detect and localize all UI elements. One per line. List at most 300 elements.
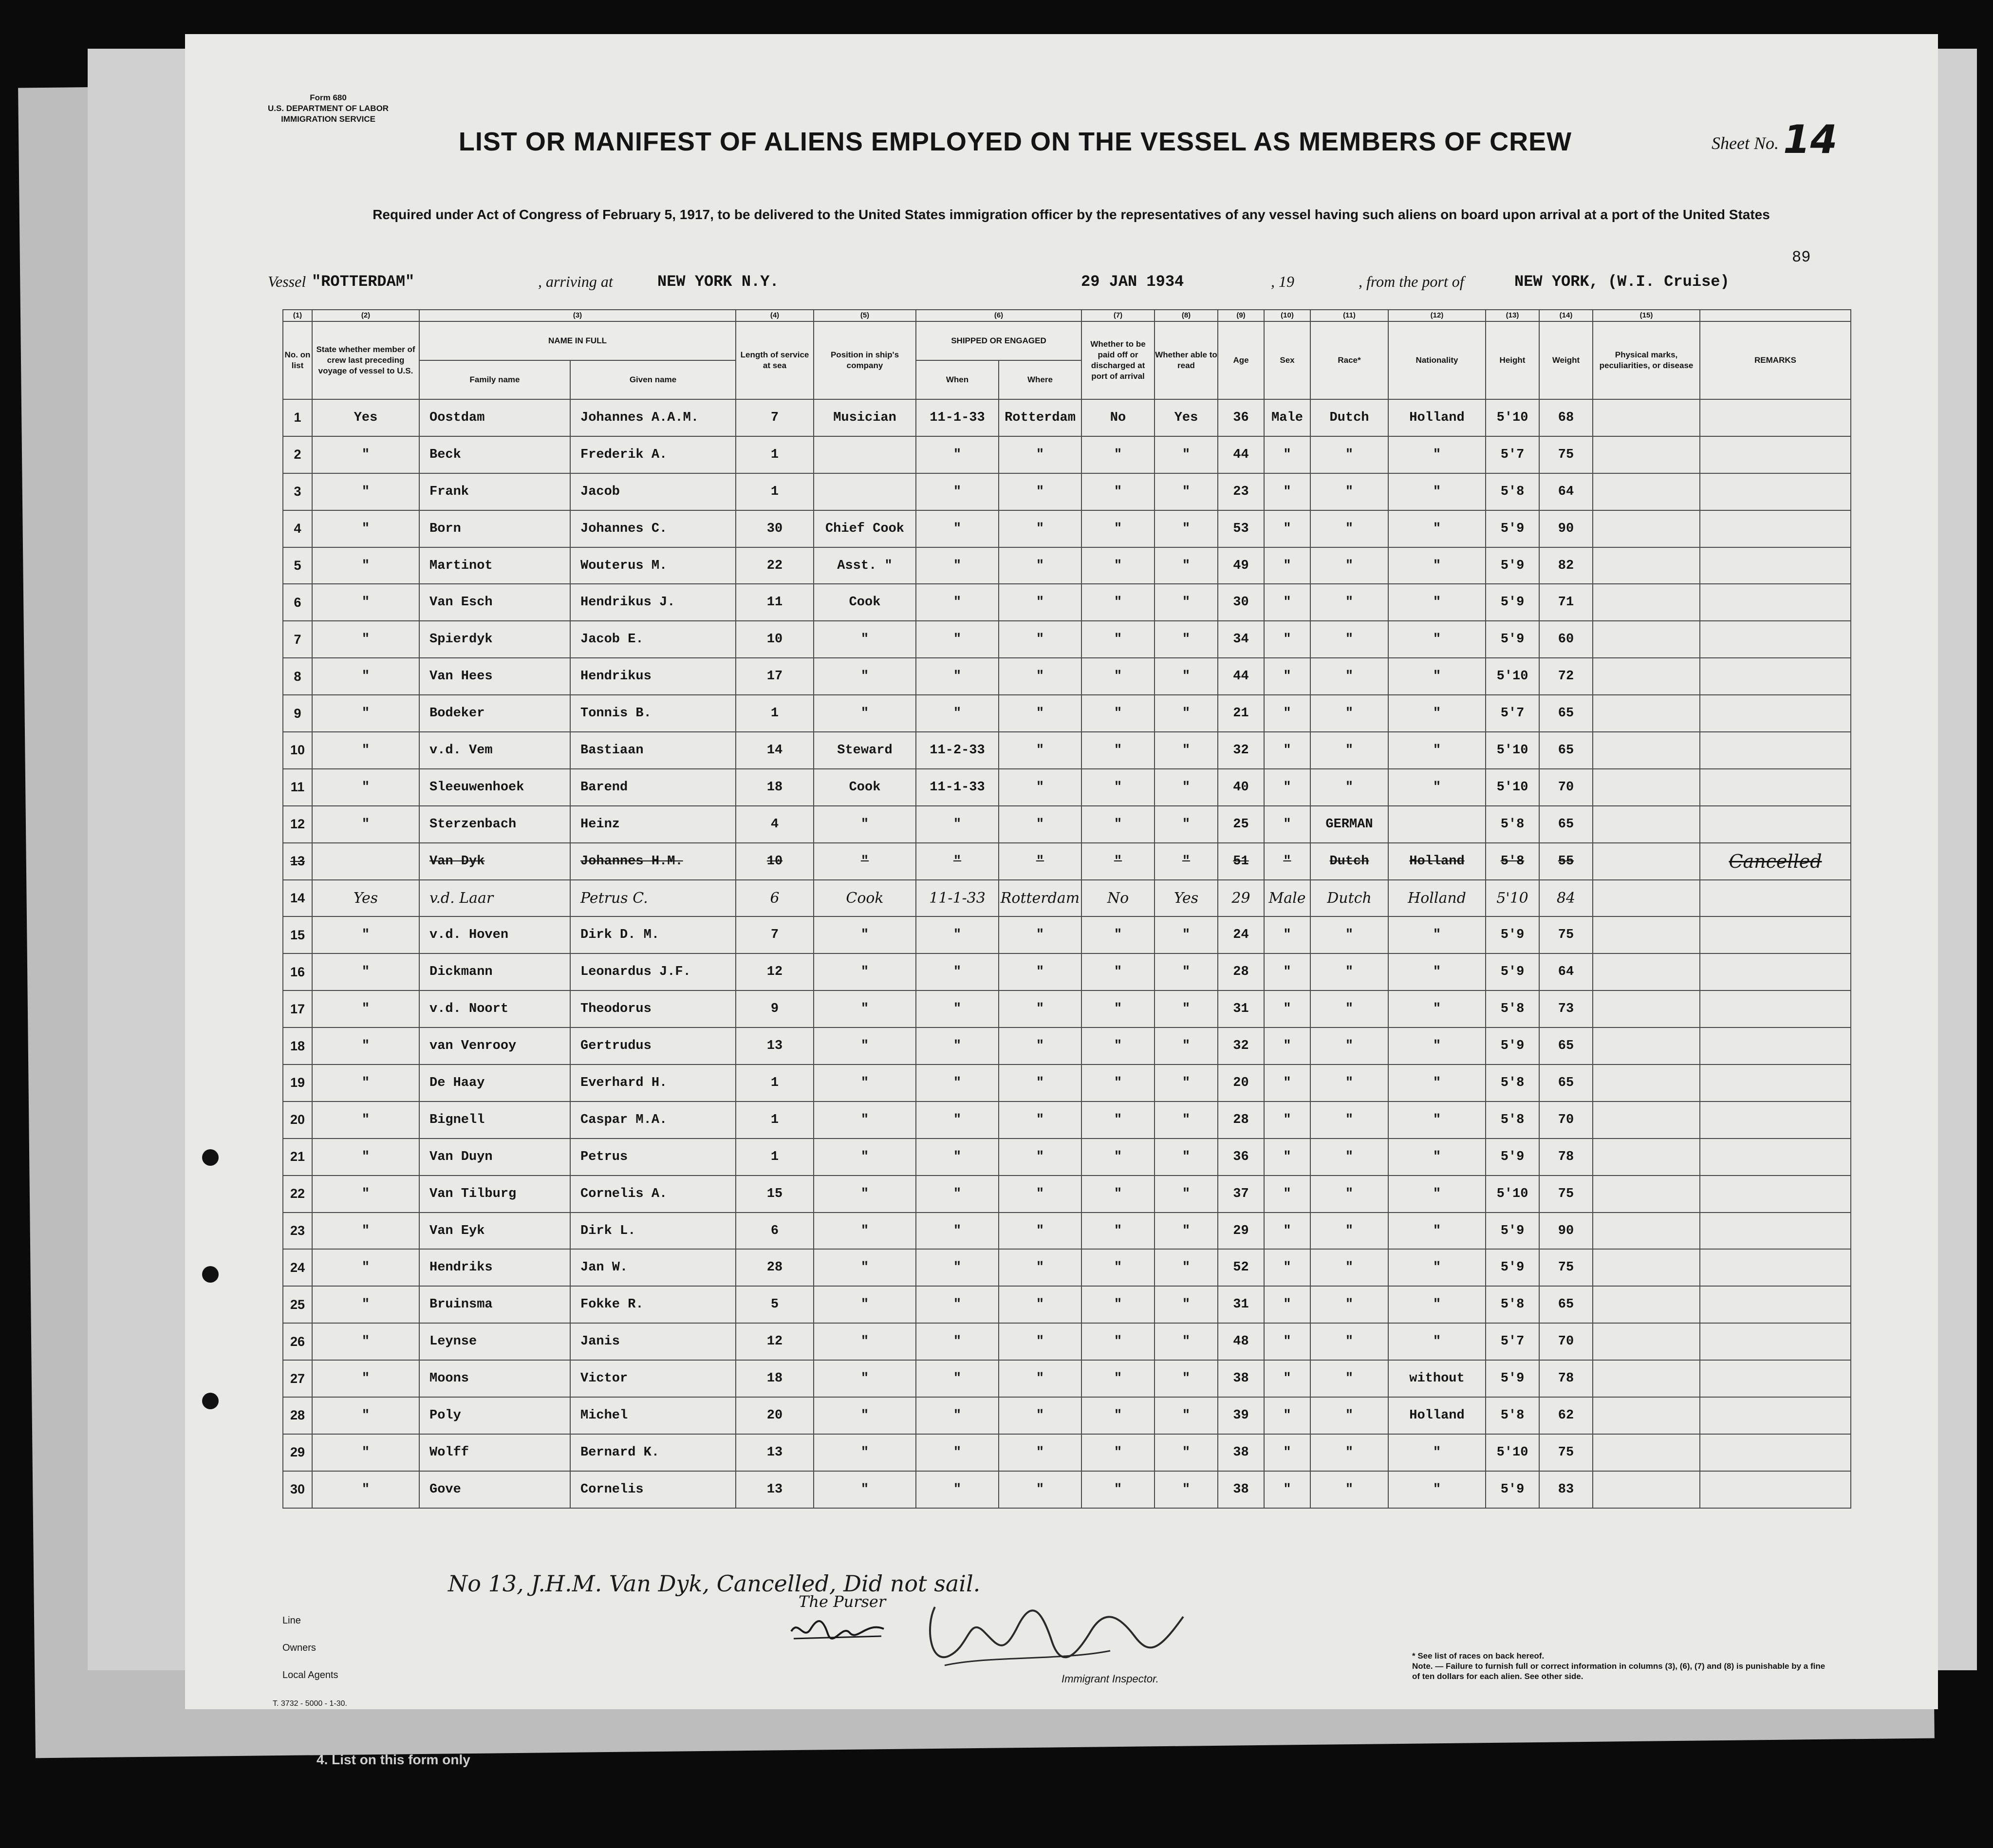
cell-sex: " bbox=[1264, 436, 1310, 473]
cell-height: 5'9 bbox=[1486, 1213, 1539, 1250]
cell-weight: 83 bbox=[1539, 1471, 1593, 1508]
cell-no: 5 bbox=[283, 547, 312, 584]
cell-race: " bbox=[1310, 732, 1388, 769]
cell-marks bbox=[1593, 1360, 1700, 1397]
cell-service: 6 bbox=[736, 1213, 814, 1250]
cell-remarks bbox=[1700, 1434, 1851, 1471]
cell-read: " bbox=[1155, 732, 1218, 769]
cell-height: 5'8 bbox=[1486, 990, 1539, 1027]
cell-race: " bbox=[1310, 473, 1388, 510]
cell-family: Oostdam bbox=[419, 399, 570, 436]
cell-age: 36 bbox=[1218, 399, 1264, 436]
cell-position: " bbox=[814, 990, 916, 1027]
cell-crew: " bbox=[312, 1323, 419, 1360]
cell-service: 1 bbox=[736, 1139, 814, 1176]
cell-where: " bbox=[999, 436, 1081, 473]
cell-where: " bbox=[999, 621, 1081, 658]
cell-no: 3 bbox=[283, 473, 312, 510]
cell-position: " bbox=[814, 1027, 916, 1064]
footer-labels bbox=[282, 1607, 338, 1689]
cell-when: 11-1-33 bbox=[916, 769, 999, 806]
cell-family: Sterzenbach bbox=[419, 806, 570, 843]
cell-paid: " bbox=[1081, 916, 1155, 953]
binding-hole bbox=[202, 1393, 219, 1409]
table-row bbox=[283, 436, 1851, 473]
cell-remarks bbox=[1700, 880, 1851, 917]
cell-sex: " bbox=[1264, 1139, 1310, 1176]
cell-age: 48 bbox=[1218, 1323, 1264, 1360]
header-age: Age bbox=[1218, 321, 1264, 399]
cell-weight: 78 bbox=[1539, 1360, 1593, 1397]
cell-when: " bbox=[916, 1286, 999, 1323]
cell-position: Cook bbox=[814, 769, 916, 806]
cell-sex: " bbox=[1264, 510, 1310, 547]
purser-label: The Purser bbox=[799, 1592, 886, 1611]
cell-read: " bbox=[1155, 1176, 1218, 1213]
column-number: (10) bbox=[1264, 310, 1310, 321]
table-row bbox=[283, 1360, 1851, 1397]
crew-manifest-table bbox=[282, 309, 1851, 1509]
form-number-label: Form 680 bbox=[310, 93, 347, 102]
cell-sex: " bbox=[1264, 1434, 1310, 1471]
cell-where: " bbox=[999, 1249, 1081, 1286]
manifest-sheet bbox=[185, 34, 1938, 1709]
header-family: Family name bbox=[419, 360, 570, 399]
cell-paid: " bbox=[1081, 658, 1155, 695]
cell-where: " bbox=[999, 1471, 1081, 1508]
cell-crew: " bbox=[312, 621, 419, 658]
cell-given: Dirk D. M. bbox=[570, 916, 736, 953]
header-when: When bbox=[916, 360, 999, 399]
vessel-name: "ROTTERDAM" bbox=[312, 273, 415, 291]
cell-nationality: " bbox=[1388, 769, 1486, 806]
cell-weight: 65 bbox=[1539, 1286, 1593, 1323]
cell-nationality: " bbox=[1388, 621, 1486, 658]
cell-family: Hendriks bbox=[419, 1249, 570, 1286]
cell-family: Bruinsma bbox=[419, 1286, 570, 1323]
column-number: (7) bbox=[1081, 310, 1155, 321]
cell-where: " bbox=[999, 1360, 1081, 1397]
cell-crew: " bbox=[312, 584, 419, 621]
cell-age: 53 bbox=[1218, 510, 1264, 547]
column-number: (8) bbox=[1155, 310, 1218, 321]
cell-remarks bbox=[1700, 732, 1851, 769]
cell-sex: " bbox=[1264, 1064, 1310, 1101]
cell-race: " bbox=[1310, 1360, 1388, 1397]
cell-no: 17 bbox=[283, 990, 312, 1027]
cell-age: 28 bbox=[1218, 1101, 1264, 1139]
cell-paid: " bbox=[1081, 584, 1155, 621]
cell-family: van Venrooy bbox=[419, 1027, 570, 1064]
cell-remarks bbox=[1700, 1027, 1851, 1064]
header-crew: State whether member of crew last preceding voyage of vessel to U.S. bbox=[312, 321, 419, 399]
cell-height: 5'10 bbox=[1486, 769, 1539, 806]
cell-weight: 75 bbox=[1539, 1434, 1593, 1471]
cell-nationality: Holland bbox=[1388, 1397, 1486, 1434]
cell-marks bbox=[1593, 547, 1700, 584]
cell-family: v.d. Hoven bbox=[419, 916, 570, 953]
cell-crew: " bbox=[312, 953, 419, 990]
cell-family: v.d. Laar bbox=[419, 880, 570, 917]
cell-height: 5'8 bbox=[1486, 1064, 1539, 1101]
cell-service: 20 bbox=[736, 1397, 814, 1434]
cell-remarks bbox=[1700, 658, 1851, 695]
cell-sex: " bbox=[1264, 1101, 1310, 1139]
cell-service: 4 bbox=[736, 806, 814, 843]
column-number-row bbox=[283, 310, 1851, 321]
form-header bbox=[268, 93, 389, 125]
cell-when: 11-2-33 bbox=[916, 732, 999, 769]
cell-service: 18 bbox=[736, 1360, 814, 1397]
cell-race: " bbox=[1310, 547, 1388, 584]
cell-weight: 70 bbox=[1539, 1323, 1593, 1360]
cell-service: 7 bbox=[736, 399, 814, 436]
cell-where: " bbox=[999, 1434, 1081, 1471]
cell-weight: 72 bbox=[1539, 658, 1593, 695]
cell-marks bbox=[1593, 1286, 1700, 1323]
cell-age: 39 bbox=[1218, 1397, 1264, 1434]
cell-sex: " bbox=[1264, 1471, 1310, 1508]
cell-position: " bbox=[814, 621, 916, 658]
cell-height: 5'8 bbox=[1486, 473, 1539, 510]
cell-position: " bbox=[814, 1101, 916, 1139]
cell-where: " bbox=[999, 990, 1081, 1027]
header-where: Where bbox=[999, 360, 1081, 399]
cell-no: 30 bbox=[283, 1471, 312, 1508]
cell-crew: " bbox=[312, 436, 419, 473]
cell-crew: " bbox=[312, 1027, 419, 1064]
purser-signature bbox=[789, 1614, 886, 1643]
cell-nationality: " bbox=[1388, 1064, 1486, 1101]
cell-crew: " bbox=[312, 769, 419, 806]
cell-crew: " bbox=[312, 473, 419, 510]
cell-read: " bbox=[1155, 621, 1218, 658]
cell-race: " bbox=[1310, 1323, 1388, 1360]
cell-sex: " bbox=[1264, 1360, 1310, 1397]
table-row bbox=[283, 584, 1851, 621]
header-sex: Sex bbox=[1264, 321, 1310, 399]
cell-height: 5'8 bbox=[1486, 806, 1539, 843]
cell-marks bbox=[1593, 436, 1700, 473]
cell-race: " bbox=[1310, 916, 1388, 953]
cell-race: " bbox=[1310, 1249, 1388, 1286]
cell-given: Petrus C. bbox=[570, 880, 736, 917]
cell-position: " bbox=[814, 695, 916, 732]
cell-family: Van Tilburg bbox=[419, 1176, 570, 1213]
cell-race: Dutch bbox=[1310, 399, 1388, 436]
cell-where: " bbox=[999, 1139, 1081, 1176]
cell-height: 5'8 bbox=[1486, 843, 1539, 880]
cell-service: 30 bbox=[736, 510, 814, 547]
cell-service: 11 bbox=[736, 584, 814, 621]
cell-race: " bbox=[1310, 510, 1388, 547]
cell-family: Van Duyn bbox=[419, 1139, 570, 1176]
table-row bbox=[283, 621, 1851, 658]
cell-weight: 65 bbox=[1539, 1064, 1593, 1101]
cell-nationality: " bbox=[1388, 916, 1486, 953]
cell-nationality: " bbox=[1388, 547, 1486, 584]
header-shipped: SHIPPED OR ENGAGED bbox=[916, 321, 1081, 360]
cell-height: 5'8 bbox=[1486, 1397, 1539, 1434]
cell-weight: 65 bbox=[1539, 732, 1593, 769]
table-header bbox=[283, 310, 1851, 399]
cell-race: " bbox=[1310, 1286, 1388, 1323]
cell-service: 15 bbox=[736, 1176, 814, 1213]
column-number: (9) bbox=[1218, 310, 1264, 321]
cell-weight: 70 bbox=[1539, 769, 1593, 806]
table-row bbox=[283, 880, 1851, 917]
cell-position: " bbox=[814, 658, 916, 695]
cell-paid: " bbox=[1081, 990, 1155, 1027]
cell-crew: " bbox=[312, 990, 419, 1027]
document-subtitle: Required under Act of Congress of February 5, 1917, to be delivered to the United States immigration officer by the representatives of any vessel having such aliens on board upon arrival at a port of the United States bbox=[373, 207, 1770, 222]
cell-crew: " bbox=[312, 806, 419, 843]
cell-height: 5'9 bbox=[1486, 1360, 1539, 1397]
cell-nationality: " bbox=[1388, 953, 1486, 990]
cell-sex: " bbox=[1264, 1249, 1310, 1286]
cell-no: 16 bbox=[283, 953, 312, 990]
cell-race: " bbox=[1310, 990, 1388, 1027]
cell-family: Moons bbox=[419, 1360, 570, 1397]
cell-read: " bbox=[1155, 547, 1218, 584]
cell-age: 29 bbox=[1218, 880, 1264, 917]
cell-where: " bbox=[999, 1176, 1081, 1213]
form-code: T. 3732 - 5000 - 1-30. bbox=[273, 1699, 347, 1708]
cell-sex: " bbox=[1264, 1176, 1310, 1213]
cell-crew: " bbox=[312, 658, 419, 695]
cell-given: Fokke R. bbox=[570, 1286, 736, 1323]
owners-label: Owners bbox=[282, 1643, 316, 1653]
cell-nationality: " bbox=[1388, 510, 1486, 547]
cell-race: " bbox=[1310, 1213, 1388, 1250]
cell-remarks bbox=[1700, 806, 1851, 843]
cell-marks bbox=[1593, 1323, 1700, 1360]
cell-weight: 71 bbox=[1539, 584, 1593, 621]
cell-crew: " bbox=[312, 1360, 419, 1397]
cell-crew: " bbox=[312, 1213, 419, 1250]
cell-where: " bbox=[999, 1064, 1081, 1101]
table-body bbox=[283, 399, 1851, 1508]
cell-weight: 75 bbox=[1539, 1176, 1593, 1213]
table-row bbox=[283, 769, 1851, 806]
from-port-label: , from the port of bbox=[1359, 273, 1464, 290]
cell-when: " bbox=[916, 1434, 999, 1471]
cell-age: 38 bbox=[1218, 1471, 1264, 1508]
cell-family: Sleeuwenhoek bbox=[419, 769, 570, 806]
cell-service: 9 bbox=[736, 990, 814, 1027]
cell-given: Caspar M.A. bbox=[570, 1101, 736, 1139]
cell-age: 31 bbox=[1218, 1286, 1264, 1323]
cell-family: Van Dyk bbox=[419, 843, 570, 880]
table-row bbox=[283, 1249, 1851, 1286]
cell-position: " bbox=[814, 1286, 916, 1323]
cell-sex: " bbox=[1264, 1397, 1310, 1434]
cell-age: 20 bbox=[1218, 1064, 1264, 1101]
inspector-label: Immigrant Inspector. bbox=[1062, 1673, 1159, 1685]
cell-sex: " bbox=[1264, 916, 1310, 953]
cell-position: " bbox=[814, 1434, 916, 1471]
cell-position bbox=[814, 436, 916, 473]
cell-paid: " bbox=[1081, 436, 1155, 473]
cell-height: 5'10 bbox=[1486, 658, 1539, 695]
sheet-number bbox=[1712, 117, 1837, 162]
cell-position: Asst. " bbox=[814, 547, 916, 584]
cell-nationality bbox=[1388, 806, 1486, 843]
table-row bbox=[283, 510, 1851, 547]
cell-height: 5'10 bbox=[1486, 1176, 1539, 1213]
cell-sex: " bbox=[1264, 658, 1310, 695]
cell-no: 24 bbox=[283, 1249, 312, 1286]
cell-paid: " bbox=[1081, 510, 1155, 547]
cell-given: Cornelis A. bbox=[570, 1176, 736, 1213]
cell-age: 21 bbox=[1218, 695, 1264, 732]
cell-race: " bbox=[1310, 1139, 1388, 1176]
cell-paid: " bbox=[1081, 806, 1155, 843]
cell-no: 7 bbox=[283, 621, 312, 658]
cell-read: " bbox=[1155, 1471, 1218, 1508]
cell-sex: " bbox=[1264, 473, 1310, 510]
cell-service: 10 bbox=[736, 843, 814, 880]
cell-read: " bbox=[1155, 1027, 1218, 1064]
handwritten-note: No 13, J.H.M. Van Dyk, Cancelled, Did not sail. bbox=[448, 1570, 981, 1597]
cell-family: Poly bbox=[419, 1397, 570, 1434]
cell-remarks bbox=[1700, 1286, 1851, 1323]
cell-when: " bbox=[916, 1249, 999, 1286]
cell-service: 7 bbox=[736, 916, 814, 953]
cell-weight: 64 bbox=[1539, 473, 1593, 510]
cell-nationality: " bbox=[1388, 1434, 1486, 1471]
cell-read: " bbox=[1155, 1286, 1218, 1323]
header-read: Whether able to read bbox=[1155, 321, 1218, 399]
cell-height: 5'8 bbox=[1486, 1286, 1539, 1323]
cell-position: " bbox=[814, 1360, 916, 1397]
table-row bbox=[283, 843, 1851, 880]
cell-when: " bbox=[916, 510, 999, 547]
cell-service: 5 bbox=[736, 1286, 814, 1323]
cell-marks bbox=[1593, 1471, 1700, 1508]
document-title: LIST OR MANIFEST OF ALIENS EMPLOYED ON THE VESSEL AS MEMBERS OF CREW bbox=[458, 127, 1572, 156]
cell-remarks bbox=[1700, 547, 1851, 584]
header-height: Height bbox=[1486, 321, 1539, 399]
cell-age: 40 bbox=[1218, 769, 1264, 806]
cell-nationality: " bbox=[1388, 1471, 1486, 1508]
cell-race: Dutch bbox=[1310, 843, 1388, 880]
header-marks: Physical marks, peculiarities, or disease bbox=[1593, 321, 1700, 399]
footnote-penalty: Note. — Failure to furnish full or correct information in columns (3), (6), (7) and (8) is punishable by a fine of ten dollars for each alien. See other side. bbox=[1412, 1661, 1825, 1681]
cell-age: 34 bbox=[1218, 621, 1264, 658]
cell-family: Frank bbox=[419, 473, 570, 510]
cell-nationality: " bbox=[1388, 584, 1486, 621]
cell-when: " bbox=[916, 1101, 999, 1139]
cell-no: 6 bbox=[283, 584, 312, 621]
cell-age: 29 bbox=[1218, 1213, 1264, 1250]
cell-race: Dutch bbox=[1310, 880, 1388, 917]
cell-position: Cook bbox=[814, 880, 916, 917]
cell-nationality: " bbox=[1388, 436, 1486, 473]
cell-service: 12 bbox=[736, 1323, 814, 1360]
cell-no: 12 bbox=[283, 806, 312, 843]
cell-where: " bbox=[999, 1213, 1081, 1250]
cell-family: Gove bbox=[419, 1471, 570, 1508]
cell-when: " bbox=[916, 473, 999, 510]
cell-weight: 90 bbox=[1539, 510, 1593, 547]
cell-when: " bbox=[916, 584, 999, 621]
cell-remarks bbox=[1700, 584, 1851, 621]
cell-remarks bbox=[1700, 1249, 1851, 1286]
cell-read: " bbox=[1155, 695, 1218, 732]
cell-marks bbox=[1593, 1213, 1700, 1250]
table-row bbox=[283, 547, 1851, 584]
cell-position: Chief Cook bbox=[814, 510, 916, 547]
cell-where: " bbox=[999, 916, 1081, 953]
cell-height: 5'9 bbox=[1486, 953, 1539, 990]
cell-position: " bbox=[814, 953, 916, 990]
cell-height: 5'9 bbox=[1486, 1139, 1539, 1176]
cell-marks bbox=[1593, 584, 1700, 621]
cell-nationality: Holland bbox=[1388, 843, 1486, 880]
cell-weight: 62 bbox=[1539, 1397, 1593, 1434]
cell-marks bbox=[1593, 1101, 1700, 1139]
cell-when: " bbox=[916, 1064, 999, 1101]
cell-sex: Male bbox=[1264, 399, 1310, 436]
cell-where: " bbox=[999, 1286, 1081, 1323]
cell-paid: " bbox=[1081, 843, 1155, 880]
cell-when: " bbox=[916, 621, 999, 658]
cell-position: Cook bbox=[814, 584, 916, 621]
cell-remarks bbox=[1700, 1213, 1851, 1250]
cell-race: " bbox=[1310, 1397, 1388, 1434]
cell-service: 22 bbox=[736, 547, 814, 584]
cell-weight: 64 bbox=[1539, 953, 1593, 990]
cell-where: " bbox=[999, 953, 1081, 990]
cell-crew: " bbox=[312, 1249, 419, 1286]
header-no: No. on list bbox=[283, 321, 312, 399]
cell-paid: " bbox=[1081, 1323, 1155, 1360]
cell-given: Petrus bbox=[570, 1139, 736, 1176]
year-label: , 19 bbox=[1271, 273, 1294, 290]
cell-race: " bbox=[1310, 1434, 1388, 1471]
cell-service: 1 bbox=[736, 436, 814, 473]
cell-remarks bbox=[1700, 1176, 1851, 1213]
cell-height: 5'9 bbox=[1486, 916, 1539, 953]
cell-race: " bbox=[1310, 1027, 1388, 1064]
cell-family: v.d. Vem bbox=[419, 732, 570, 769]
column-number: (11) bbox=[1310, 310, 1388, 321]
table-row bbox=[283, 953, 1851, 990]
cell-paid: " bbox=[1081, 732, 1155, 769]
cell-marks bbox=[1593, 1027, 1700, 1064]
cell-nationality: " bbox=[1388, 1323, 1486, 1360]
cell-family: Martinot bbox=[419, 547, 570, 584]
cell-given: Johannes H.M. bbox=[570, 843, 736, 880]
cell-paid: No bbox=[1081, 399, 1155, 436]
cell-height: 5'9 bbox=[1486, 547, 1539, 584]
cell-age: 36 bbox=[1218, 1139, 1264, 1176]
cell-read: " bbox=[1155, 1249, 1218, 1286]
cell-sex: " bbox=[1264, 953, 1310, 990]
cell-no: 23 bbox=[283, 1213, 312, 1250]
cell-given: Cornelis bbox=[570, 1471, 736, 1508]
cell-family: Spierdyk bbox=[419, 621, 570, 658]
cell-marks bbox=[1593, 621, 1700, 658]
cell-where: " bbox=[999, 843, 1081, 880]
cell-crew: Yes bbox=[312, 880, 419, 917]
binding-hole bbox=[202, 1149, 219, 1166]
cell-no: 26 bbox=[283, 1323, 312, 1360]
cell-where: " bbox=[999, 510, 1081, 547]
cell-paid: No bbox=[1081, 880, 1155, 917]
cell-given: Leonardus J.F. bbox=[570, 953, 736, 990]
